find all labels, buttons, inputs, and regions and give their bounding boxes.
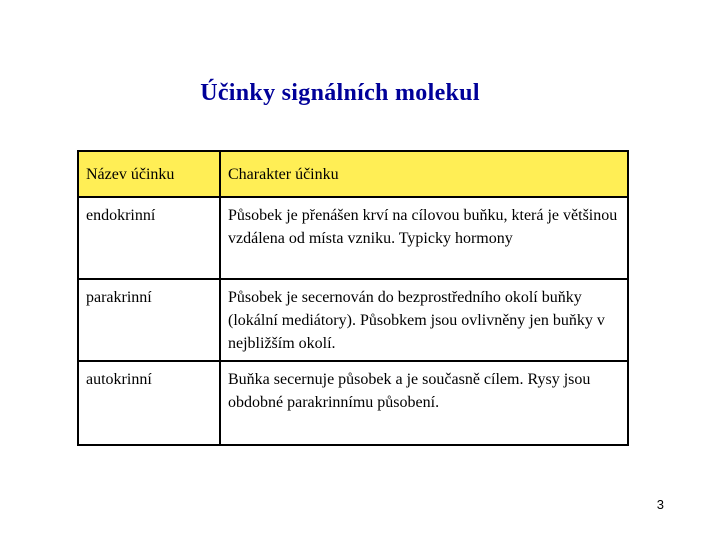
effect-name-cell: endokrinní	[78, 197, 220, 279]
slide-title: Účinky signálních molekul	[200, 80, 480, 106]
effect-description-cell: Buňka secernuje působek a je současně cílem. Rysy jsou obdobné parakrinnímu působení.	[220, 361, 628, 445]
table-row	[78, 197, 628, 279]
effect-description-cell: Působek je secernován do bezprostředního okolí buňky (lokální mediátory). Působkem jsou ovlivněny jen buňky v nejbližším okolí.	[220, 279, 628, 361]
header-name-cell: Název účinku	[78, 151, 220, 197]
signal-effects-table	[77, 150, 629, 446]
effect-name-cell: autokrinní	[78, 361, 220, 445]
effect-description-cell: Působek je přenášen krví na cílovou buňku, která je většinou vzdálena od místa vzniku. Typicky hormony	[220, 197, 628, 279]
effect-name-cell: parakrinní	[78, 279, 220, 361]
header-character-cell: Charakter účinku	[220, 151, 628, 197]
page-number: 3	[656, 497, 664, 512]
table-row	[78, 279, 628, 361]
table-row	[78, 361, 628, 445]
table-header-row	[78, 151, 628, 197]
